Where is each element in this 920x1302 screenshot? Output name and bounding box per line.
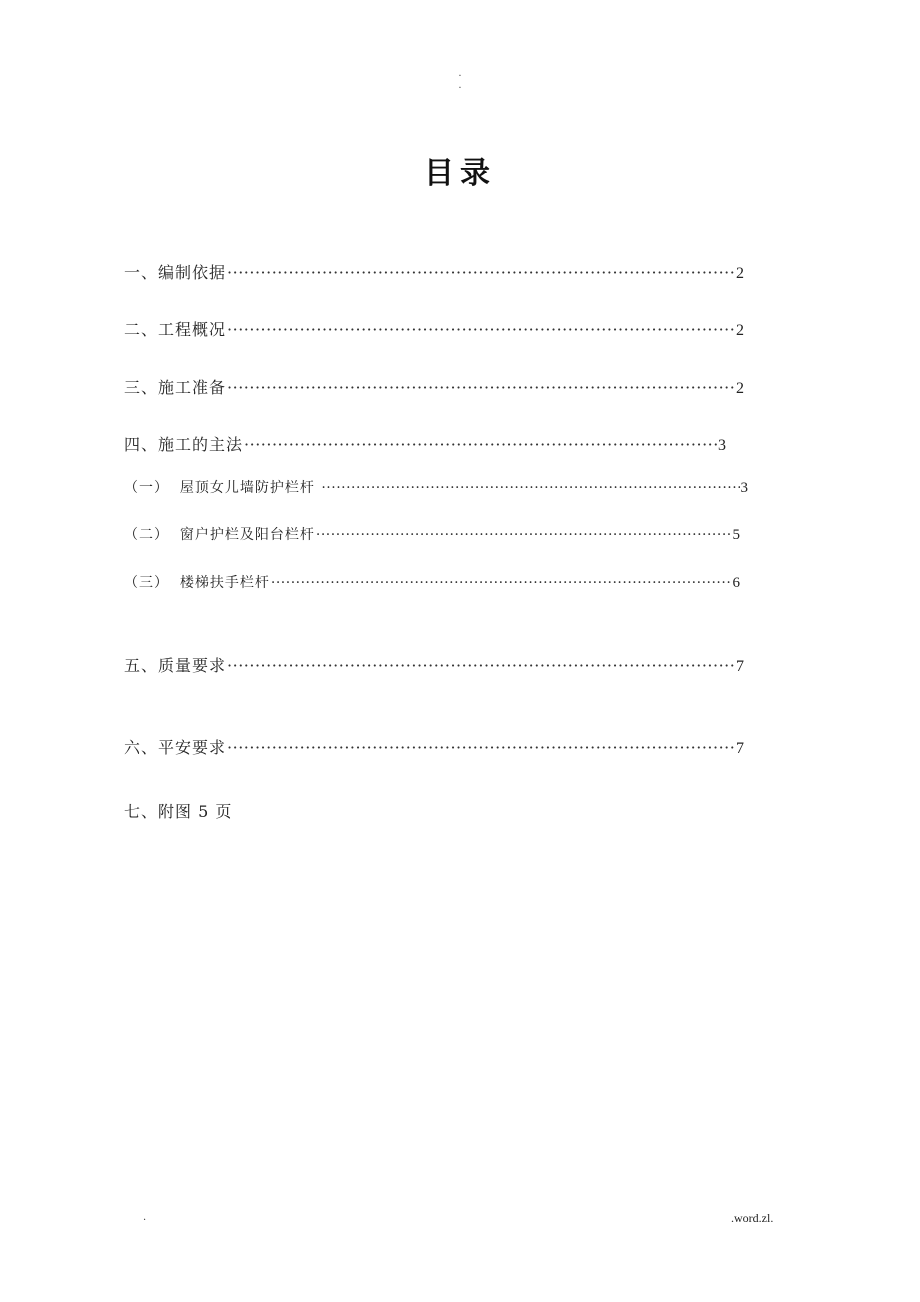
toc-leader	[244, 435, 717, 454]
toc-entry[interactable]	[124, 317, 744, 340]
toc-leader	[227, 738, 735, 757]
toc-page-number: 7	[736, 740, 744, 757]
toc-label: 三、施工准备	[124, 378, 227, 397]
toc-label: （一） 屋顶女儿墙防护栏杆	[124, 480, 321, 496]
toc-subentry[interactable]	[124, 477, 748, 497]
header-dots: . .	[458, 68, 462, 91]
toc-label: 二、工程概况	[124, 320, 227, 339]
toc-page-number: 3	[718, 437, 726, 454]
toc-page-number: 3	[740, 480, 748, 496]
toc-leader	[316, 527, 732, 543]
toc-label: 四、施工的主法	[124, 435, 244, 454]
toc-leader	[227, 378, 735, 397]
page-title: 目录	[424, 156, 496, 191]
toc-subentry[interactable]	[124, 524, 740, 544]
toc-entry[interactable]	[124, 653, 744, 676]
toc-page-number: 6	[732, 575, 740, 591]
toc-label: （三） 楼梯扶手栏杆	[124, 575, 270, 591]
toc-page-number: 5	[732, 527, 740, 543]
toc-label: 六、平安要求	[124, 738, 227, 757]
toc-label: 一、编制依据	[124, 263, 227, 282]
toc-entry[interactable]	[124, 375, 744, 398]
toc-leader	[227, 656, 735, 675]
footer-dot: .	[143, 1212, 147, 1223]
toc-entry[interactable]	[124, 260, 744, 283]
toc-label: 五、质量要求	[124, 656, 227, 675]
toc-entry[interactable]	[124, 432, 726, 455]
toc-leader	[321, 480, 739, 496]
toc-leader	[227, 320, 735, 339]
toc-entry[interactable]	[124, 735, 744, 758]
toc-page-number: 2	[736, 265, 744, 282]
toc-leader	[227, 263, 735, 282]
toc-subentry[interactable]	[124, 572, 740, 592]
toc-leader	[271, 575, 732, 591]
toc-page-number: 2	[736, 322, 744, 339]
footer-text: .word.zl.	[731, 1211, 774, 1225]
toc-label: （二） 窗户护栏及阳台栏杆	[124, 527, 315, 543]
toc-page-number: 7	[736, 658, 744, 675]
toc-page-number: 2	[736, 380, 744, 397]
toc-appendix-entry[interactable]: 七、附图 5 页	[124, 802, 233, 821]
